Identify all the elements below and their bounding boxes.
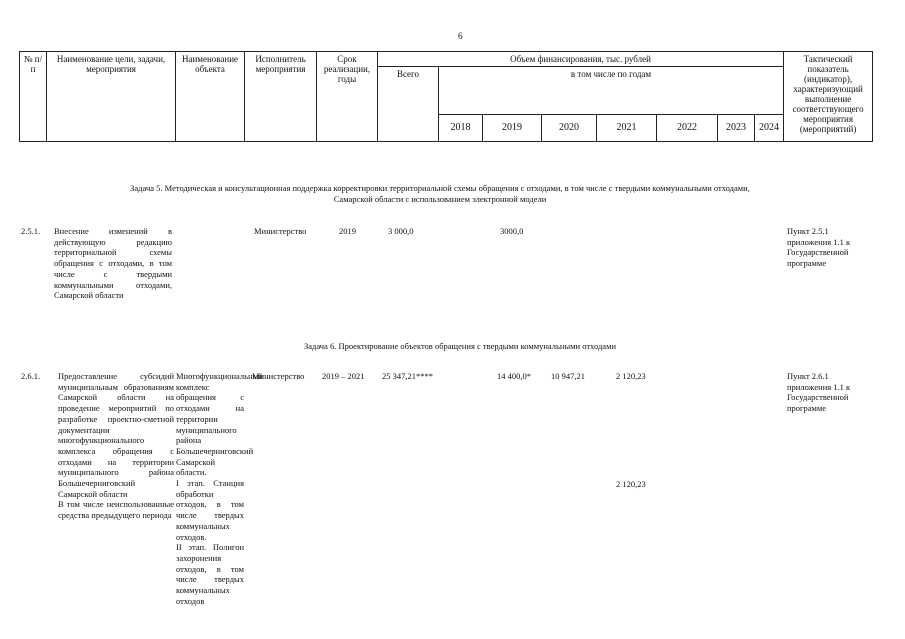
row-2-6-1-object: Многофункциональный комплекс обращения с отходами на территории муниципального района Большечерниговский Самарской области. (176, 371, 263, 478)
year-2022: 2022 (657, 115, 718, 142)
year-2021: 2021 (597, 115, 657, 142)
row-2-6-1-object-cell (176, 371, 263, 606)
year-2020: 2020 (542, 115, 597, 142)
col-indicator-header: Тактический показатель (индикатор), характеризующий выполнение соответствующего мероприятия (мероприятий) (784, 52, 873, 142)
row-2-5-1-executor: Министерство (254, 226, 307, 236)
row-2-5-1-2019: 3000,0 (500, 226, 524, 236)
task6-title: Задача 6. Проектирование объектов обращения с твердыми коммунальными отходами (303, 341, 617, 351)
year-2018: 2018 (439, 115, 483, 142)
row-2-6-1-2020: 10 947,21 (551, 371, 585, 381)
row-2-6-1-term: 2019 – 2021 (322, 371, 365, 381)
row-2-6-1-executor: Министерство (252, 371, 305, 381)
row-2-5-1-total: 3 000,0 (388, 226, 414, 236)
col-goal-header: Наименование цели, задачи, мероприятия (47, 52, 176, 142)
row-2-6-1-2021: 2 120,23 (616, 371, 646, 381)
row-2-6-1-indicator: Пункт 2.6.1 приложения 1.1 к Государственной программе (787, 371, 851, 414)
row-2-5-1-term: 2019 (339, 226, 356, 236)
col-by-years-header: в том числе по годам (439, 67, 784, 115)
row-2-6-1-total: 25 347,21**** (382, 371, 433, 381)
task5-title (40, 183, 840, 205)
page-number: 6 (458, 31, 463, 41)
row-2-5-1-indicator: Пункт 2.5.1 приложения 1.1 к Государственной программе (787, 226, 851, 269)
task5-title-line2: Самарской области с использованием электронной модели (333, 194, 547, 204)
col-term-header: Срок реализации, годы (317, 52, 378, 142)
col-funding-header: Объем финансирования, тыс. рублей (378, 52, 784, 67)
col-executor-header: Исполнитель мероприятия (245, 52, 317, 142)
row-2-6-1-2021-note: 2 120,23 (616, 479, 646, 489)
year-2024: 2024 (755, 115, 784, 142)
col-object-header: Наименование объекта (176, 52, 245, 142)
row-2-6-1-name: Предоставление субсидий муниципальным образованиям Самарской области на проведение мероприятий по разработке проектно-сметной документации многофункционального комплекса обращения с отходами на территории муниципального района Большечерниговский Самарской области (58, 371, 174, 499)
row-2-6-1-object-stage2: II этап. Полигон захоронения отходов, в том числе твердых коммунальных отходов (176, 542, 244, 606)
task5-title-line1: Задача 5. Методическая и консультационная поддержка корректировки территориальной схемы обращения с отходами, в том числе с твердыми коммунальными отходами, (130, 183, 750, 193)
table-header (19, 51, 873, 142)
row-2-6-1-object-stage1: I этап. Станция обработки отходов, в том числе твердых коммунальных отходов. (176, 478, 244, 542)
year-2019: 2019 (483, 115, 542, 142)
row-2-5-1-num: 2.5.1. (21, 226, 41, 236)
row-2-6-1-name-note: В том числе неиспользованные средства предыдущего периода (58, 499, 174, 521)
col-num-header: № п/п (20, 52, 47, 142)
row-2-6-1-2019: 14 400,0* (497, 371, 531, 381)
row-2-6-1-num: 2.6.1. (21, 371, 41, 381)
col-total-header: Всего (378, 67, 439, 142)
year-2023: 2023 (718, 115, 755, 142)
row-2-5-1-name: Внесение изменений в действующую редакцию территориальной схемы обращения с отходами, в том числе с твердыми коммунальными отходами, Самарской области (54, 226, 172, 301)
row-2-6-1-name-cell (58, 371, 174, 521)
